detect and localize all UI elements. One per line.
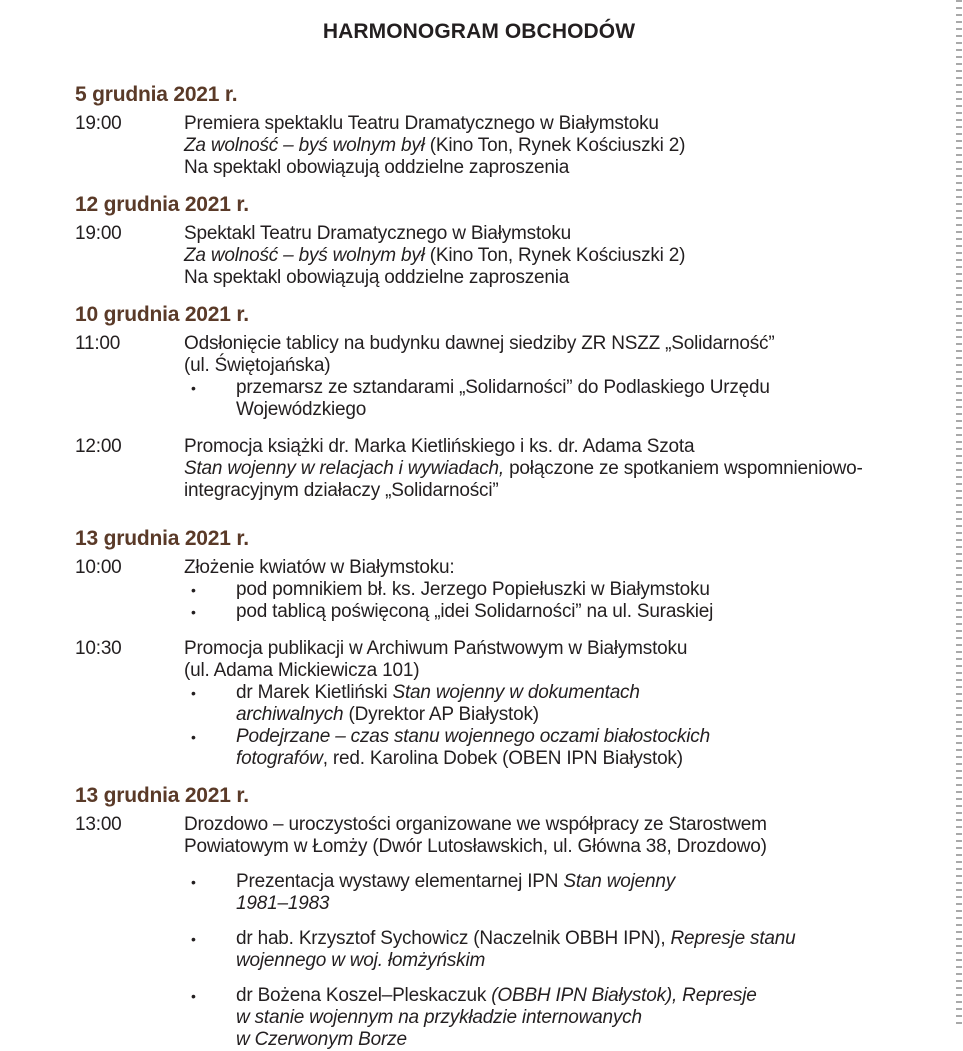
text-segment: (ul. Adama Mickiewicza 101) [184, 660, 420, 681]
event-entry [75, 557, 913, 623]
section-date-heading: 10 grudnia 2021 r. [75, 303, 249, 326]
text-segment: w stanie wojennym na przykładzie internowanych [236, 1007, 642, 1028]
text-segment: archiwalnych [236, 704, 344, 725]
event-line [184, 660, 913, 682]
text-segment: w Czerwonym Borze [236, 1029, 407, 1050]
bullet-item [184, 682, 913, 704]
event-time: 11:00 [75, 333, 121, 354]
text-segment: Stan wojenny w dokumentach [392, 682, 640, 703]
event-time: 12:00 [75, 436, 122, 457]
text-segment: Za wolność – byś wolnym był [184, 245, 425, 266]
bullet-icon: • [191, 582, 196, 598]
event-line [184, 458, 913, 480]
text-segment: dr Bożena Koszel–Pleskaczuk [236, 985, 492, 1006]
event-content [184, 436, 913, 502]
section-date-heading: 12 grudnia 2021 r. [75, 193, 249, 216]
event-line [184, 836, 913, 858]
event-line [184, 245, 913, 267]
text-segment: połączone ze spotkaniem wspomnieniowo- [503, 458, 863, 479]
event-entry [75, 333, 913, 421]
text-segment: pod tablicą poświęconą „idei Solidarności” na ul. Suraskiej [236, 601, 714, 622]
text-segment: Premiera spektaklu Teatru Dramatycznego w Białymstoku [184, 113, 659, 134]
schedule-section [75, 528, 913, 770]
schedule-section [75, 84, 913, 179]
bullet-item [184, 928, 913, 950]
event-line [184, 704, 913, 726]
event-content [184, 223, 913, 289]
schedule [75, 84, 913, 1051]
bullet-item [184, 377, 913, 399]
text-segment: wojennego w woj. łomżyńskim [236, 950, 486, 971]
text-segment: Podejrzane – czas stanu wojennego oczami białostockich [236, 726, 710, 747]
text-segment: Na spektakl obowiązują oddzielne zaproszenia [184, 267, 570, 288]
bullet-icon: • [191, 931, 196, 947]
event-time: 10:00 [75, 557, 122, 578]
schedule-section [75, 304, 913, 502]
bullet-item [184, 726, 913, 748]
bullet-icon: • [191, 604, 196, 620]
event-line [184, 748, 913, 770]
text-segment: Stan wojenny w relacjach i wywiadach, [184, 458, 504, 479]
text-segment: pod pomnikiem bł. ks. Jerzego Popiełuszki w Białymstoku [236, 579, 710, 600]
text-segment: integracyjnym działaczy „Solidarności” [184, 480, 499, 501]
text-segment: (OBBH IPN Białystok), Represje [491, 985, 757, 1006]
text-segment: (Kino Ton, Rynek Kościuszki 2) [424, 135, 686, 156]
text-segment: , red. Karolina Dobek (OBEN IPN Białystok) [322, 748, 683, 769]
text-segment: (ul. Świętojańska) [184, 355, 331, 376]
event-line [184, 950, 913, 972]
text-segment: dr Marek Kietliński [236, 682, 393, 703]
bullet-icon: • [191, 380, 196, 396]
event-line [184, 1029, 913, 1051]
event-content [184, 638, 913, 770]
event-content [184, 113, 913, 179]
event-entry [75, 814, 913, 1051]
bullet-item [184, 579, 913, 601]
text-segment: Odsłonięcie tablicy na budynku dawnej siedziby ZR NSZZ „Solidarność” [184, 333, 775, 354]
event-content [184, 333, 913, 421]
schedule-section [75, 194, 913, 289]
schedule-section [75, 785, 913, 1051]
text-segment: Za wolność – byś wolnym był [184, 135, 425, 156]
event-entry [75, 223, 913, 289]
text-segment: Promocja książki dr. Marka Kietlińskiego i ks. dr. Adama Szota [184, 436, 695, 457]
event-time: 19:00 [75, 223, 122, 244]
page-edge-perforation-icon [956, 0, 962, 1024]
event-line [184, 267, 913, 289]
event-line [184, 223, 913, 245]
text-segment: Powiatowym w Łomży (Dwór Lutosławskich, ul. Główna 38, Drozdowo) [184, 836, 767, 857]
event-entry [75, 113, 913, 179]
text-segment: (Kino Ton, Rynek Kościuszki 2) [424, 245, 686, 266]
event-line [184, 157, 913, 179]
bullet-item [184, 871, 913, 893]
bullet-icon: • [191, 874, 196, 890]
event-line [184, 436, 913, 458]
bullet-icon: • [191, 729, 196, 745]
section-date-heading: 13 grudnia 2021 r. [75, 527, 249, 550]
event-line [184, 814, 913, 836]
text-segment: Drozdowo – uroczystości organizowane we współpracy ze Starostwem [184, 814, 767, 835]
event-time: 10:30 [75, 638, 122, 659]
event-time: 19:00 [75, 113, 122, 134]
text-segment: (Dyrektor AP Białystok) [343, 704, 539, 725]
event-line [184, 638, 913, 660]
event-time: 13:00 [75, 814, 122, 835]
event-line [184, 557, 913, 579]
text-segment: fotografów [236, 748, 323, 769]
event-line [184, 113, 913, 135]
bullet-item [184, 601, 913, 623]
event-line [184, 333, 913, 355]
bullet-icon: • [191, 988, 196, 1004]
event-entry [75, 436, 913, 502]
event-line [184, 135, 913, 157]
event-line [184, 1007, 913, 1029]
text-segment: przemarsz ze sztandarami „Solidarności” do Podlaskiego Urzędu [236, 377, 770, 398]
event-content [184, 814, 913, 1051]
section-date-heading: 5 grudnia 2021 r. [75, 83, 238, 106]
event-content [184, 557, 913, 623]
bullet-item [184, 985, 913, 1007]
text-segment: Wojewódzkiego [236, 399, 367, 420]
text-segment: dr hab. Krzysztof Sychowicz (Naczelnik OBBH IPN), [236, 928, 671, 949]
text-segment: Na spektakl obowiązują oddzielne zaproszenia [184, 157, 570, 178]
page-title: HARMONOGRAM OBCHODÓW [322, 20, 636, 43]
event-line [184, 893, 913, 915]
text-segment: Represje stanu [670, 928, 796, 949]
event-line [184, 480, 913, 502]
event-entry [75, 638, 913, 770]
event-line [184, 399, 913, 421]
section-date-heading: 13 grudnia 2021 r. [75, 784, 249, 807]
text-segment: 1981–1983 [236, 893, 330, 914]
text-segment: Złożenie kwiatów w Białymstoku: [184, 557, 455, 578]
event-line [184, 355, 913, 377]
text-segment: Prezentacja wystawy elementarnej IPN [236, 871, 564, 892]
bullet-icon: • [191, 685, 196, 701]
text-segment: Promocja publikacji w Archiwum Państwowym w Białymstoku [184, 638, 688, 659]
text-segment: Stan wojenny [563, 871, 676, 892]
text-segment: Spektakl Teatru Dramatycznego w Białymstoku [184, 223, 572, 244]
